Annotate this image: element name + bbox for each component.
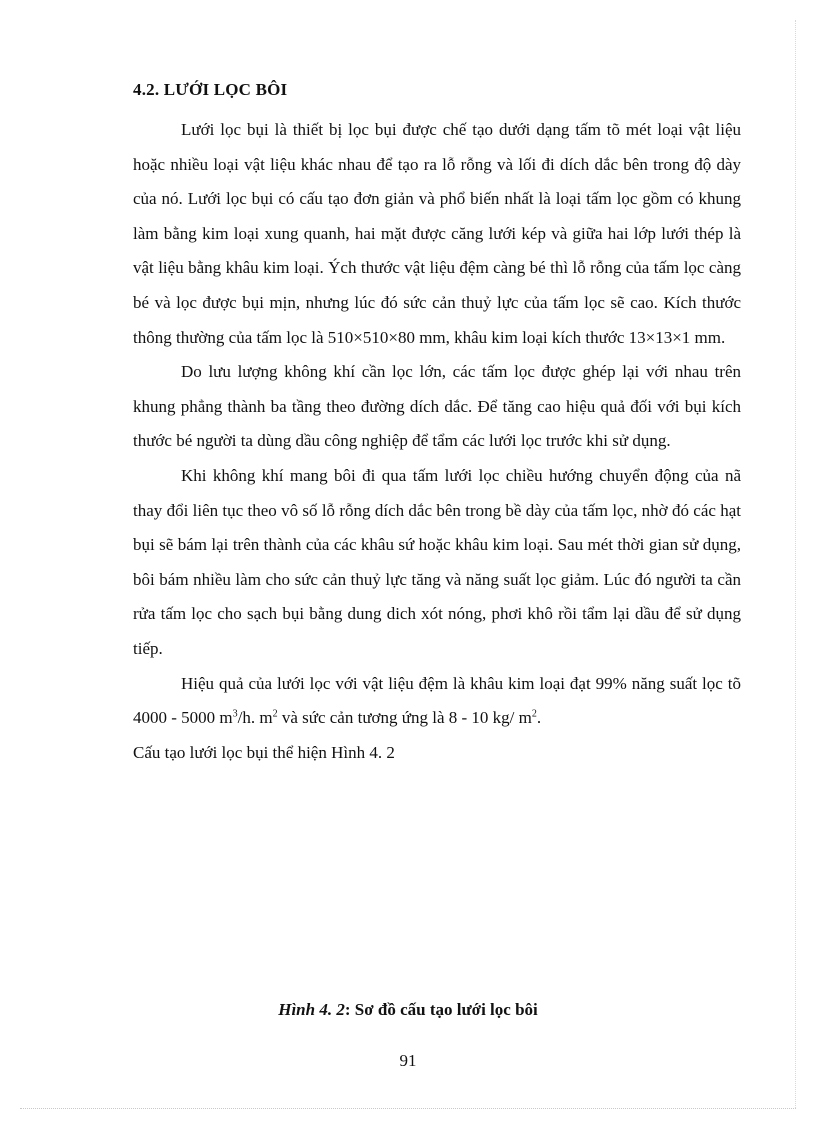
efficiency-text-b: /h. m	[237, 708, 273, 728]
figure-title: : Sơ đồ cấu tạo lưới lọc bôi	[344, 1000, 538, 1019]
efficiency-text-d: .	[536, 708, 542, 728]
right-divider	[795, 20, 796, 1108]
efficiency-text-c: và sức cản tương ứng là 8 - 10 kg/ m	[277, 708, 532, 728]
body-text	[133, 113, 741, 770]
efficiency-text-a: Hiệu quả của lưới lọc với vật liệu đệm là khâu kim loại đạt 99% năng suất lọc tõ 4000 - 5000 m	[133, 673, 741, 728]
paragraph-description: Lưới lọc bụi là thiết bị lọc bụi được chế tạo dưới dạng tấm tõ mét loại vật liệu hoặc nhiều loại vật liệu khác nhau để tạo ra lỗ rỗng và lối đi dích dắc bên trong độ dày của nó. Lưới lọc bụi có cấu tạo đơn giản và phổ biến nhất là loại tấm lọc gồm có khung làm bằng kim loại xung quanh, hai mặt được căng lưới kép và giữa hai lớp lưới thép là vật liệu bằng khâu kim loại. Ých thước vật liệu đệm càng bé thì lỗ rỗng của tấm lọc càng bé và lọc được bụi mịn, nhưng lúc đó sức cản thuỷ lực của tấm lọc sẽ cao. Kích thước thông thường của tấm lọc là 510×510×80 mm, khâu kim loại kích thước 13×13×1 mm.	[133, 120, 741, 347]
page-number: 91	[399, 1051, 417, 1070]
bottom-divider	[20, 1108, 796, 1109]
paragraph-structure-note: Cấu tạo lưới lọc bụi thể hiện Hình 4. 2	[133, 742, 395, 762]
efficiency-sup-3: 2	[531, 708, 537, 720]
efficiency-sup-1: 3	[232, 708, 238, 720]
paragraph-efficiency	[133, 667, 741, 736]
efficiency-sup-2: 2	[272, 708, 278, 720]
figure-caption	[0, 1000, 816, 1020]
section-heading: 4.2. LƯỚI LỌC BÔI	[133, 80, 288, 99]
figure-label: Hình 4. 2	[278, 1000, 345, 1019]
paragraph-operation: Khi không khí mang bôi đi qua tấm lưới lọc chiều hướng chuyển động của nã thay đổi liên tục theo vô số lỗ rỗng dích dắc bên trong bề dày của tấm lọc, nhờ đó các hạt bụi sẽ bám lại trên thành của các khâu sứ hoặc khâu kim loại. Sau mét thời gian sử dụng, bôi bám nhiều làm cho sức cản thuỷ lực tăng và năng suất lọc giảm. Lúc đó người ta cần rửa tấm lọc cho sạch bụi bằng dung dich xót nóng, phơi khô rồi tẩm lại dầu để sử dụng tiếp.	[133, 465, 741, 658]
paragraph-arrangement: Do lưu lượng không khí cần lọc lớn, các tấm lọc được ghép lại với nhau trên khung phẳng thành ba tầng theo đường dích dắc. Để tăng cao hiệu quả đối với bụi kích thước bé người ta dùng dầu công nghiệp để tẩm các lưới lọc trước khi sử dụng.	[133, 362, 741, 451]
